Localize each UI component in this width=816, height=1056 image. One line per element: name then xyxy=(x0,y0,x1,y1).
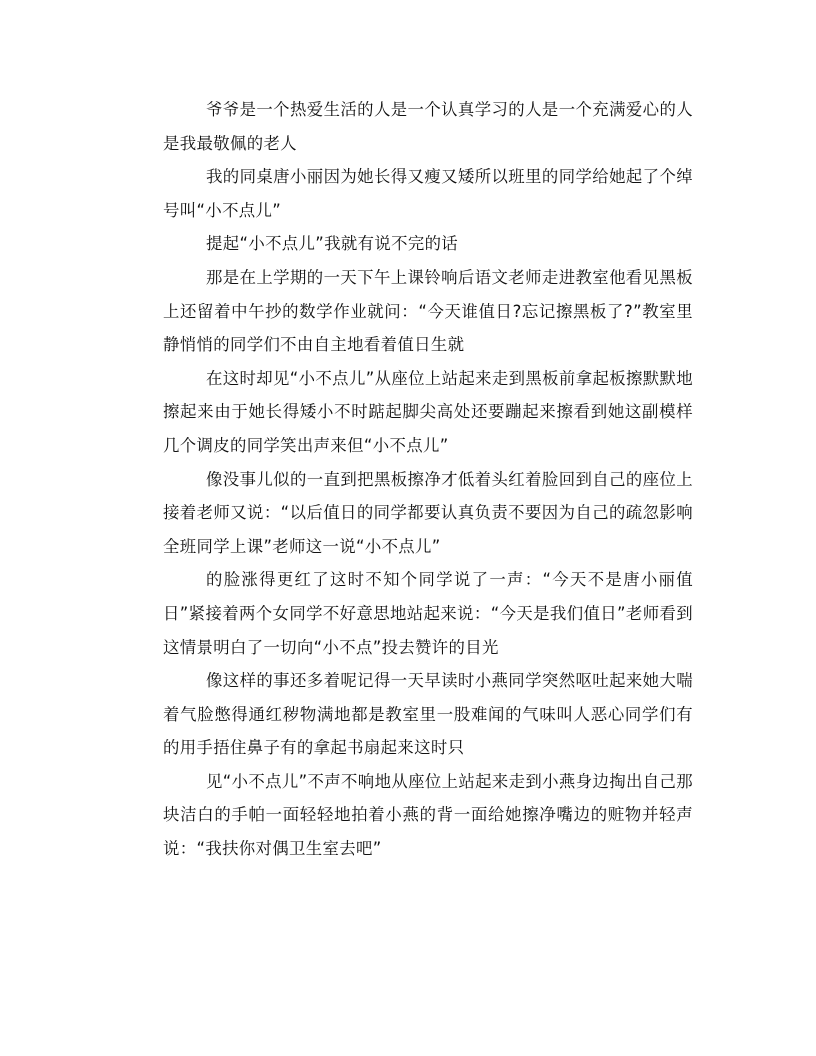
paragraph-4: 那是在上学期的一天下午上课铃响后语文老师走进教室他看见黑板上还留着中午抄的数学作业就问：“今天谁值日?忘记擦黑板了?”教室里静悄悄的同学们不由自主地看着值日生就 xyxy=(163,267,693,355)
paragraph-8: 像这样的事还多着呢记得一天早读时小燕同学突然呕吐起来她大喘着气脸憋得通红秽物满地都是教室里一股难闻的气味叫人恶心同学们有的用手捂住鼻子有的拿起书扇起来这时只 xyxy=(163,671,693,758)
paragraph-7: 的脸涨得更红了这时不知个同学说了一声：“今天不是唐小丽值日”紧接着两个女同学不好意思地站起来说：“今天是我们值日”老师看到这情景明白了一切向“小不点”投去赞许的目光 xyxy=(163,570,693,657)
paragraph-3: 提起“小不点儿”我就有说不完的话 xyxy=(206,234,459,254)
paragraph-1: 爷爷是一个热爱生活的人是一个认真学习的人是一个充满爱心的人是我最敬佩的老人 xyxy=(163,100,693,153)
document-body xyxy=(163,93,693,866)
paragraph-5: 在这时却见“小不点儿”从座位上站起来走到黑板前拿起板擦默默地擦起来由于她长得矮小不时踮起脚尖高处还要蹦起来擦看到她这副模样几个调皮的同学笑出声来但“小不点儿” xyxy=(163,368,693,455)
paragraph-2: 我的同桌唐小丽因为她长得又瘦又矮所以班里的同学给她起了个绰号叫“小不点儿” xyxy=(163,167,693,220)
paragraph-6: 像没事儿似的一直到把黑板擦净才低着头红着脸回到自己的座位上接着老师又说：“以后值日的同学都要认真负责不要因为自己的疏忽影响全班同学上课”老师这一说“小不点儿” xyxy=(163,469,693,556)
paragraph-9: 见“小不点儿”不声不响地从座位上站起来走到小燕身边掏出自己那块洁白的手帕一面轻轻地拍着小燕的背一面给她擦净嘴边的赃物并轻声说：“我扶你对偶卫生室去吧” xyxy=(163,771,693,859)
